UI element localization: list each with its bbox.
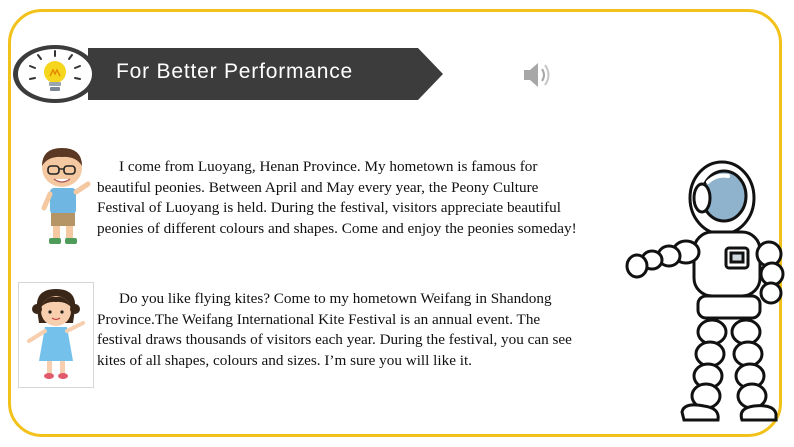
title-banner	[88, 48, 443, 100]
paragraph-weifang: Do you like flying kites? Come to my hometown Weifang in Shandong Province.The Weifang International Kite Festival is an annual event. The festival draws thousands of visitors each year. During the festival, you can see kites of all shapes, colours and sizes. I’m sure you will like it.	[97, 290, 572, 369]
lightbulb-icon	[12, 44, 98, 104]
boy-avatar	[36, 146, 92, 248]
page-title: For Better Performance	[116, 60, 354, 83]
astronaut-illustration	[624, 150, 792, 430]
girl-avatar	[18, 282, 94, 388]
paragraph-luoyang: I come from Luoyang, Henan Province. My hometown is famous for beautiful peonies. Between April and May every year, the Peony Culture Festival of Luoyang is held. During the festival, visitors appreciate beautiful peonies of different colours and shapes. Come and enjoy the peonies someday!	[97, 158, 577, 237]
speaker-icon[interactable]	[520, 60, 556, 90]
